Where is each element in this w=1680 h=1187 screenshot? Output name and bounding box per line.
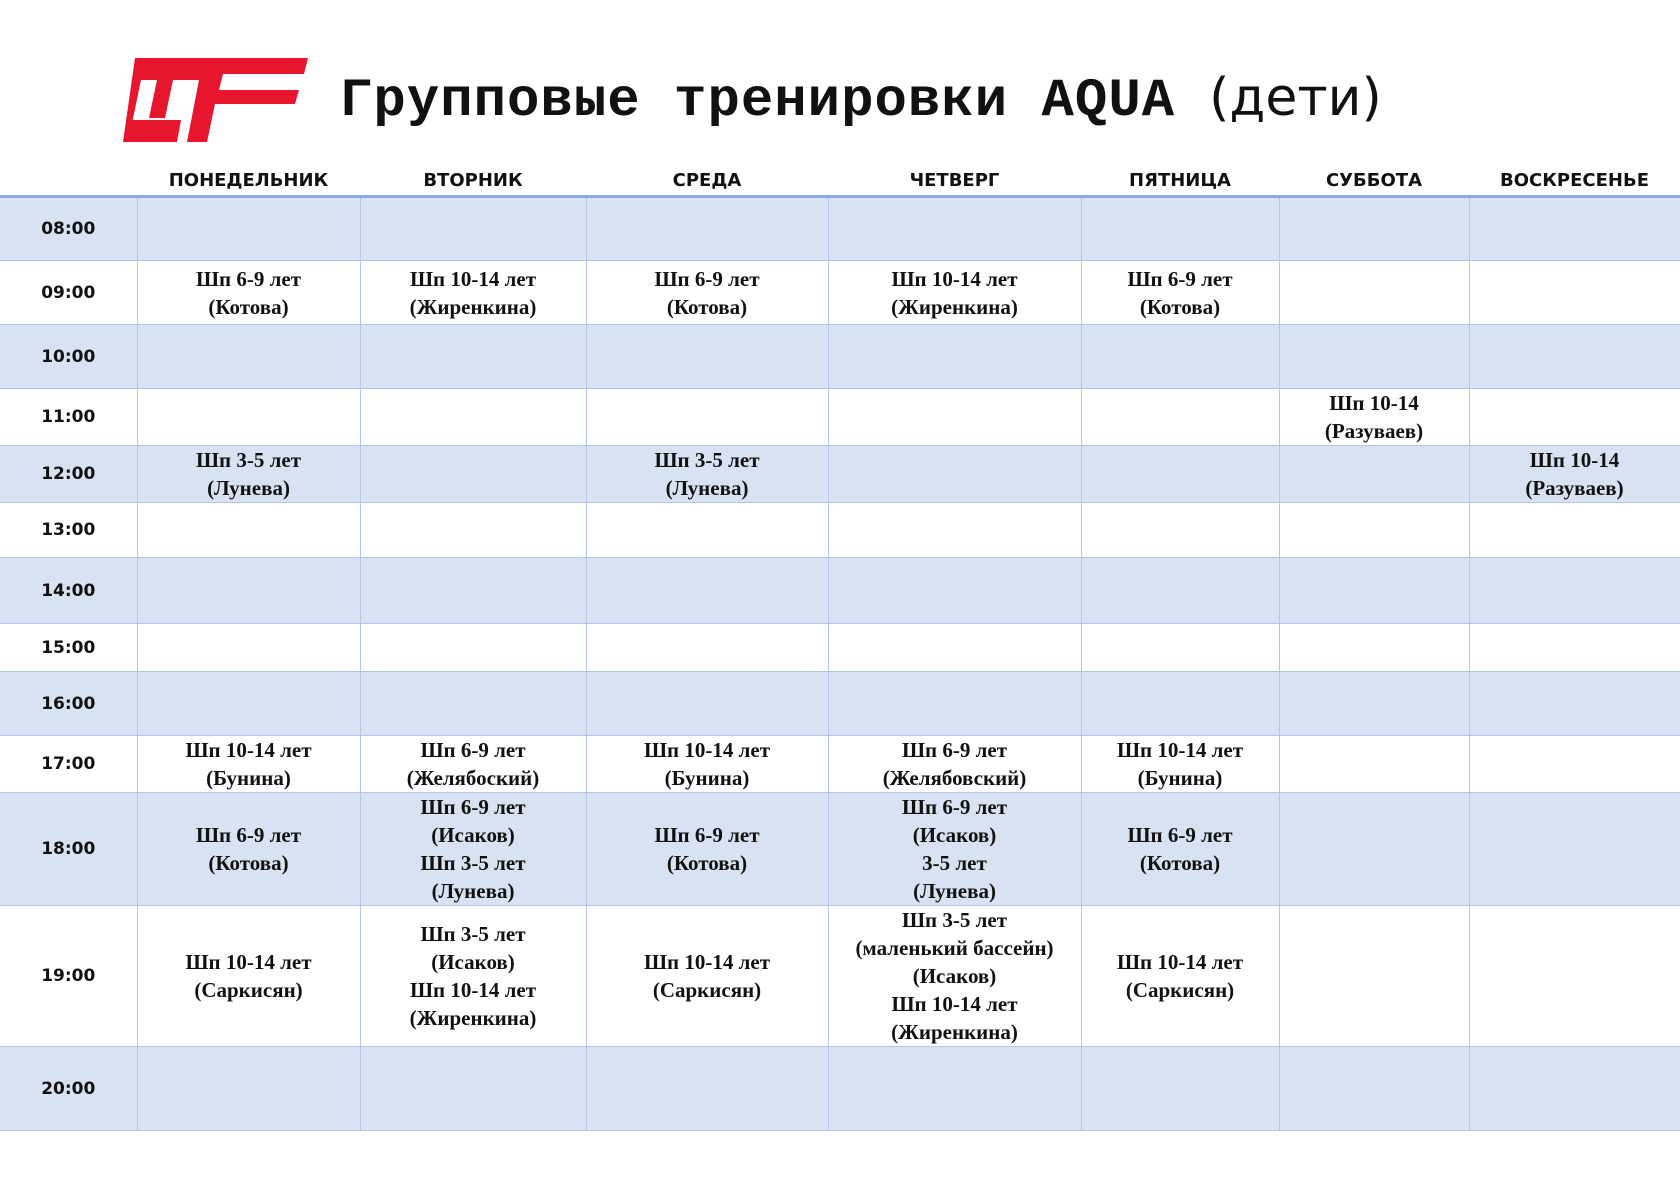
empty-cell — [1469, 624, 1680, 672]
page-header — [123, 58, 1382, 142]
empty-cell — [1279, 446, 1469, 503]
empty-cell — [586, 197, 828, 261]
class-line: Шп 10-14 лет — [409, 978, 537, 1002]
empty-cell — [1279, 736, 1469, 793]
class-line: Шп 10-14 лет — [185, 950, 312, 974]
class-line: Шп 6-9 лет — [195, 823, 302, 847]
class-line: (Лунева) — [913, 879, 996, 903]
class-cell — [137, 736, 360, 793]
class-line: Шп 10-14 лет — [891, 266, 1018, 291]
empty-cell — [360, 446, 586, 503]
time-cell: 14:00 — [0, 558, 137, 624]
class-line: Шп 6-9 лет — [901, 795, 1008, 819]
class-line: Шп 6-9 лет — [420, 795, 526, 819]
class-line: (Разуваев) — [1525, 476, 1624, 500]
class-line: Шп 6-9 лет — [654, 266, 760, 291]
class-line: Шп 6-9 лет — [654, 823, 760, 847]
empty-cell — [828, 672, 1081, 736]
schedule-row — [0, 1047, 1680, 1131]
class-cell — [137, 793, 360, 906]
class-cell — [586, 446, 828, 503]
empty-cell — [828, 624, 1081, 672]
class-cell — [137, 446, 360, 503]
empty-cell — [360, 325, 586, 389]
class-line: Шп 3-5 лет — [654, 448, 760, 472]
title-sub: (дети) — [1209, 68, 1382, 128]
class-line: (Саркисян) — [194, 978, 303, 1002]
time-cell: 10:00 — [0, 325, 137, 389]
empty-cell — [828, 325, 1081, 389]
class-line: Шп 10-14 лет — [643, 950, 771, 974]
class-line: (Котова) — [1139, 851, 1221, 875]
empty-cell — [360, 503, 586, 558]
class-line: (Жиренкина) — [891, 294, 1018, 319]
time-cell: 12:00 — [0, 446, 137, 503]
day-header: ПЯТНИЦА — [1081, 161, 1279, 197]
empty-cell — [1279, 197, 1469, 261]
empty-cell — [828, 558, 1081, 624]
schedule-row — [0, 197, 1680, 261]
day-header: ВОСКРЕСЕНЬЕ — [1469, 161, 1680, 197]
class-cell — [360, 261, 586, 325]
empty-cell — [137, 1047, 360, 1131]
class-line: Шп 10-14 лет — [891, 992, 1018, 1016]
empty-cell — [137, 624, 360, 672]
empty-cell — [1279, 261, 1469, 325]
class-line: Шп 10-14 — [1529, 448, 1620, 472]
schedule-row — [0, 624, 1680, 672]
class-line: Шп 3-5 лет — [195, 448, 302, 472]
club-logo-icon — [123, 58, 308, 142]
class-line: (Желябоский) — [406, 766, 540, 790]
empty-cell — [586, 624, 828, 672]
empty-cell — [586, 672, 828, 736]
empty-cell — [828, 197, 1081, 261]
class-line: Шп 6-9 лет — [1127, 266, 1233, 291]
class-line: (Разуваев) — [1324, 419, 1424, 443]
class-line: Шп 10-14 лет — [1116, 950, 1244, 974]
class-cell — [828, 736, 1081, 793]
class-line: 3-5 лет — [922, 851, 987, 875]
class-line: Шп 6-9 лет — [901, 738, 1008, 762]
schedule-row — [0, 906, 1680, 1047]
empty-cell — [828, 389, 1081, 446]
class-cell — [360, 793, 586, 906]
class-cell — [828, 793, 1081, 906]
class-cell — [360, 906, 586, 1047]
empty-cell — [1469, 325, 1680, 389]
empty-cell — [1081, 558, 1279, 624]
class-cell — [1469, 446, 1680, 503]
class-cell — [137, 261, 360, 325]
empty-cell — [1469, 906, 1680, 1047]
day-header: СУББОТА — [1279, 161, 1469, 197]
class-cell — [586, 793, 828, 906]
class-line: (Жиренкина) — [409, 1006, 537, 1030]
empty-cell — [1469, 736, 1680, 793]
empty-cell — [1081, 389, 1279, 446]
class-line: (Жиренкина) — [891, 1020, 1018, 1044]
empty-cell — [586, 325, 828, 389]
empty-cell — [586, 1047, 828, 1131]
empty-cell — [1081, 446, 1279, 503]
schedule-row — [0, 261, 1680, 325]
class-line: (Бунина) — [664, 766, 750, 790]
class-line: Шп 6-9 лет — [195, 266, 302, 291]
empty-cell — [1279, 558, 1469, 624]
empty-cell — [1081, 325, 1279, 389]
schedule-row — [0, 325, 1680, 389]
class-line: (Бунина) — [1137, 766, 1223, 790]
empty-cell — [360, 197, 586, 261]
day-header: ВТОРНИК — [360, 161, 586, 197]
empty-cell — [1469, 558, 1680, 624]
class-cell — [586, 906, 828, 1047]
empty-cell — [360, 389, 586, 446]
class-line: (Исаков) — [431, 823, 515, 847]
day-header: СРЕДА — [586, 161, 828, 197]
class-line: (Котова) — [208, 294, 289, 319]
schedule-table — [0, 161, 1680, 1131]
class-line: Шп 10-14 лет — [409, 266, 537, 291]
class-line: (Саркисян) — [1125, 978, 1235, 1002]
empty-cell — [586, 503, 828, 558]
time-cell: 15:00 — [0, 624, 137, 672]
empty-cell — [828, 446, 1081, 503]
time-cell: 09:00 — [0, 261, 137, 325]
schedule-row — [0, 672, 1680, 736]
empty-cell — [828, 1047, 1081, 1131]
empty-cell — [360, 672, 586, 736]
empty-cell — [1469, 793, 1680, 906]
class-line: (Исаков) — [912, 823, 997, 847]
class-cell — [137, 906, 360, 1047]
class-cell — [360, 736, 586, 793]
schedule-header-row — [0, 161, 1680, 197]
empty-cell — [1279, 906, 1469, 1047]
class-line: (Желябовский) — [882, 766, 1027, 790]
empty-cell — [360, 624, 586, 672]
empty-cell — [1469, 672, 1680, 736]
empty-cell — [828, 503, 1081, 558]
class-line: Шп 6-9 лет — [420, 738, 526, 762]
empty-cell — [1469, 261, 1680, 325]
schedule-row — [0, 793, 1680, 906]
class-line: Шп 3-5 лет — [901, 908, 1008, 932]
empty-cell — [137, 558, 360, 624]
class-line: Шп 10-14 — [1329, 391, 1419, 415]
empty-cell — [1081, 503, 1279, 558]
class-line: (Котова) — [208, 851, 289, 875]
class-line: (Исаков) — [912, 964, 997, 988]
class-cell — [1279, 389, 1469, 446]
class-cell — [1081, 261, 1279, 325]
class-cell — [1081, 736, 1279, 793]
empty-cell — [1279, 672, 1469, 736]
class-cell — [1081, 906, 1279, 1047]
schedule-row — [0, 389, 1680, 446]
time-cell: 16:00 — [0, 672, 137, 736]
empty-cell — [1279, 793, 1469, 906]
class-line: (маленький бассейн) — [855, 936, 1054, 960]
schedule-row — [0, 446, 1680, 503]
time-cell: 11:00 — [0, 389, 137, 446]
empty-cell — [137, 672, 360, 736]
class-line: (Лунева) — [665, 476, 749, 500]
time-cell: 19:00 — [0, 906, 137, 1047]
time-cell: 17:00 — [0, 736, 137, 793]
time-header — [0, 161, 137, 197]
class-line: Шп 10-14 лет — [185, 738, 312, 762]
empty-cell — [137, 389, 360, 446]
empty-cell — [586, 558, 828, 624]
empty-cell — [1081, 197, 1279, 261]
class-cell — [1081, 793, 1279, 906]
empty-cell — [1469, 389, 1680, 446]
schedule-row — [0, 503, 1680, 558]
class-cell — [586, 736, 828, 793]
empty-cell — [360, 1047, 586, 1131]
empty-cell — [1279, 624, 1469, 672]
class-line: (Лунева) — [207, 476, 290, 500]
schedule-row — [0, 736, 1680, 793]
class-line: (Лунева) — [431, 879, 515, 903]
empty-cell — [1279, 503, 1469, 558]
page-title — [340, 68, 1382, 132]
empty-cell — [137, 197, 360, 261]
class-line: Шп 3-5 лет — [420, 851, 526, 875]
class-line: (Бунина) — [206, 766, 291, 790]
day-header: ЧЕТВЕРГ — [828, 161, 1081, 197]
empty-cell — [1081, 672, 1279, 736]
empty-cell — [586, 389, 828, 446]
class-cell — [828, 261, 1081, 325]
time-cell: 08:00 — [0, 197, 137, 261]
class-line: Шп 10-14 лет — [643, 738, 771, 762]
class-line: Шп 10-14 лет — [1116, 738, 1244, 762]
empty-cell — [137, 503, 360, 558]
class-line: Шп 6-9 лет — [1127, 823, 1233, 847]
title-main: Групповые тренировки AQUA — [340, 71, 1176, 132]
time-cell: 20:00 — [0, 1047, 137, 1131]
class-line: Шп 3-5 лет — [420, 922, 526, 946]
class-line: (Котова) — [1139, 294, 1221, 319]
class-cell — [828, 906, 1081, 1047]
empty-cell — [1469, 197, 1680, 261]
time-cell: 18:00 — [0, 793, 137, 906]
empty-cell — [1469, 503, 1680, 558]
schedule-body — [0, 197, 1680, 1131]
empty-cell — [1279, 1047, 1469, 1131]
schedule-row — [0, 558, 1680, 624]
empty-cell — [1081, 624, 1279, 672]
class-line: (Исаков) — [431, 950, 515, 974]
empty-cell — [360, 558, 586, 624]
empty-cell — [1081, 1047, 1279, 1131]
class-line: (Котова) — [666, 294, 748, 319]
time-cell: 13:00 — [0, 503, 137, 558]
class-line: (Котова) — [666, 851, 748, 875]
empty-cell — [1469, 1047, 1680, 1131]
empty-cell — [137, 325, 360, 389]
empty-cell — [1279, 325, 1469, 389]
class-line: (Жиренкина) — [409, 294, 537, 319]
class-cell — [586, 261, 828, 325]
class-line: (Саркисян) — [652, 978, 762, 1002]
day-header: ПОНЕДЕЛЬНИК — [137, 161, 360, 197]
